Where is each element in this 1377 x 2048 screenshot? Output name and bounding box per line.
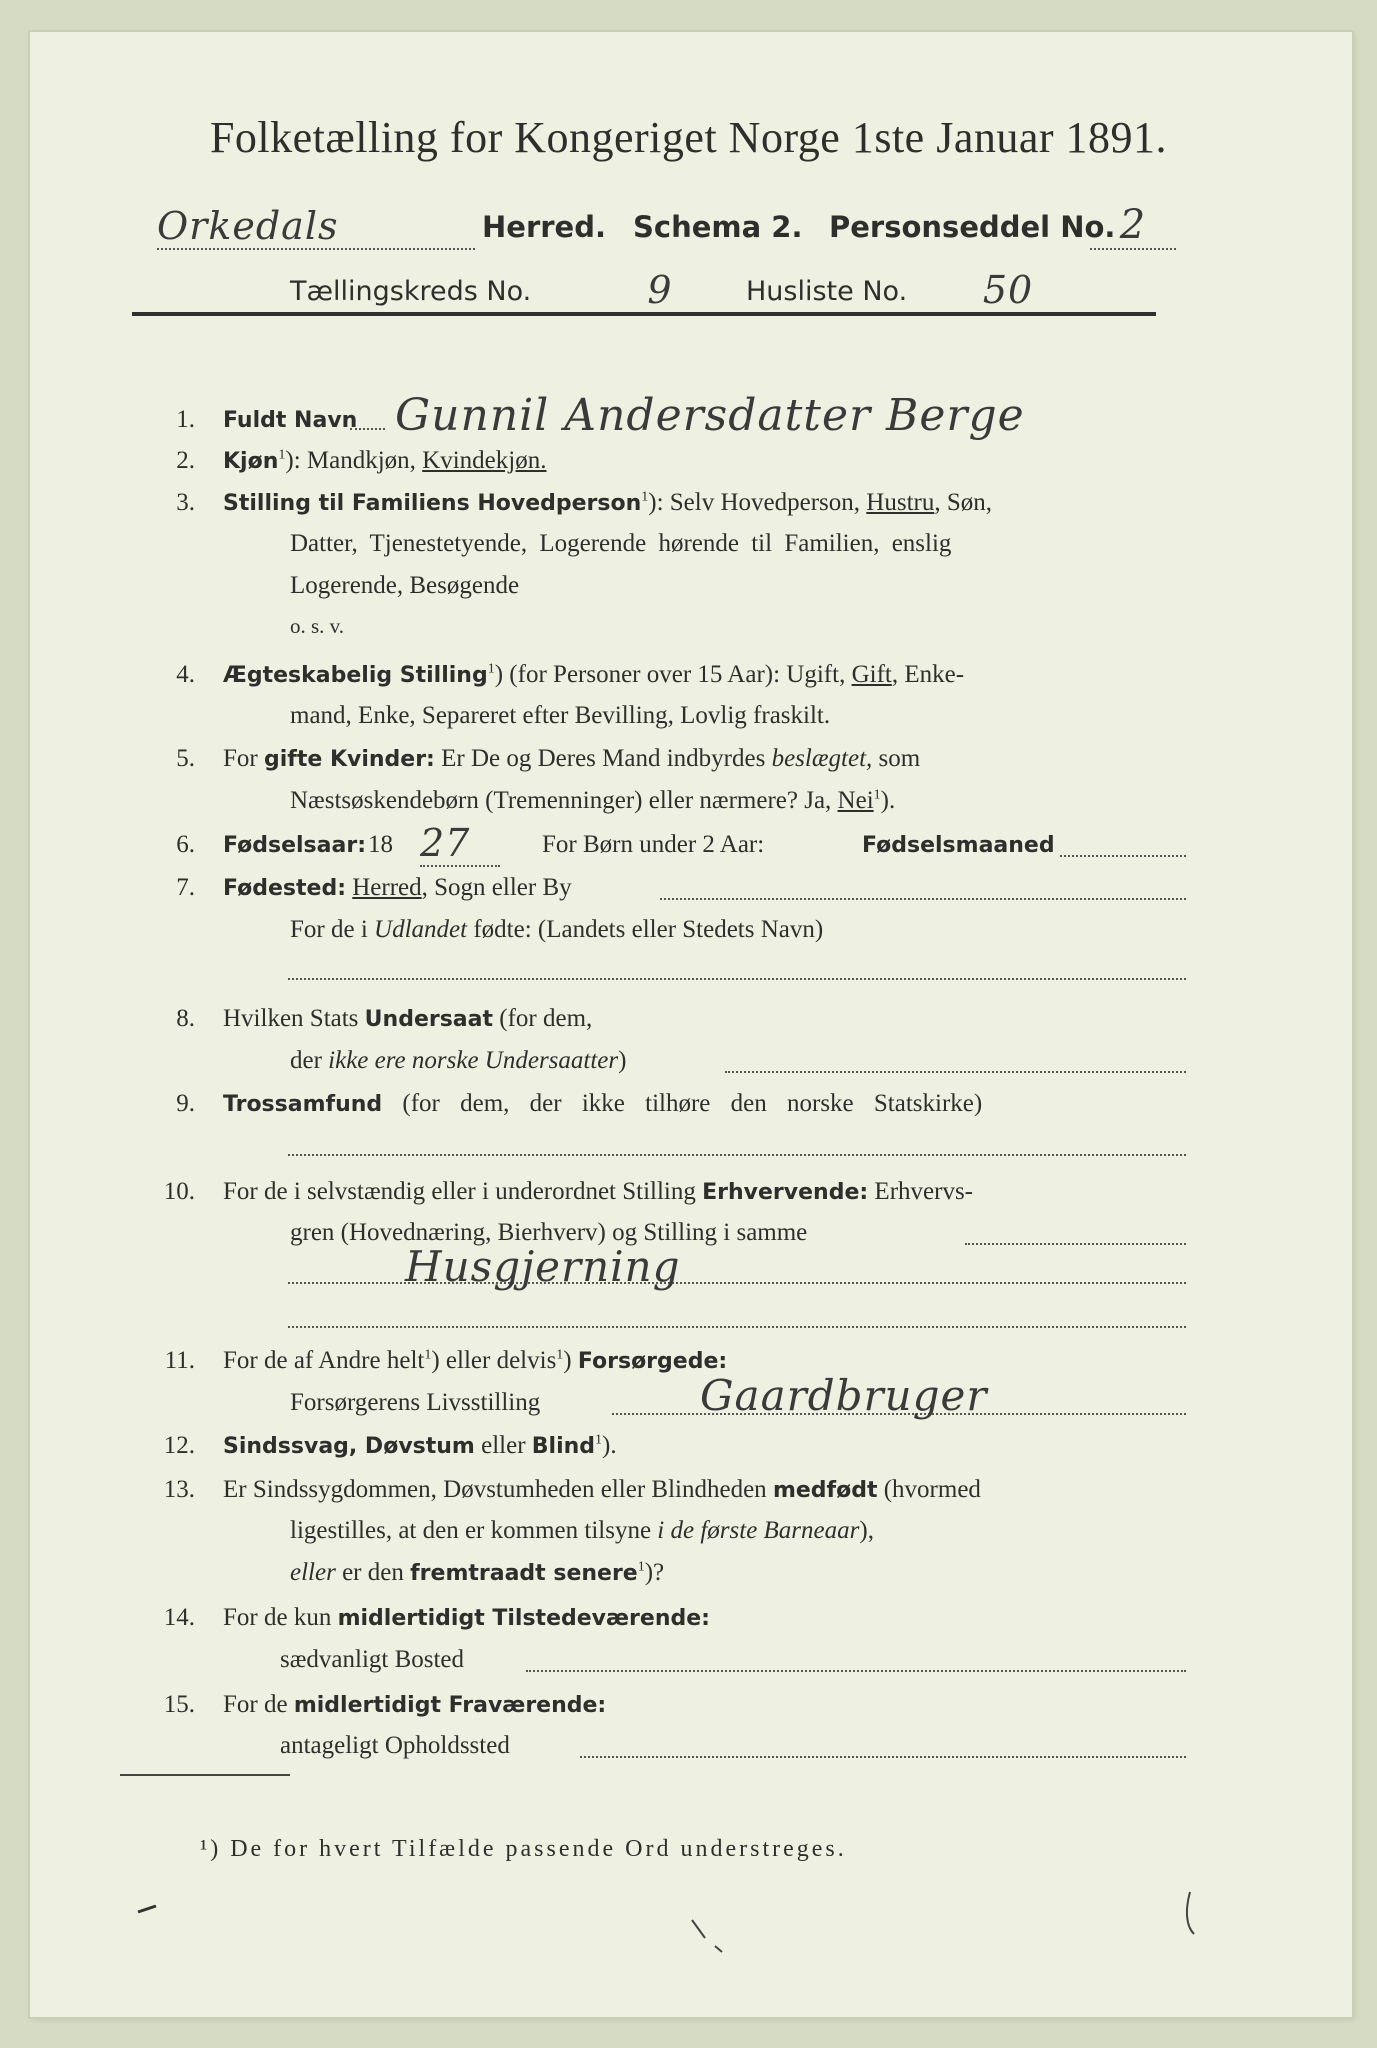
dotted-leader xyxy=(526,1670,1186,1672)
label-fremtraadt: fremtraadt senere xyxy=(410,1561,638,1586)
item-number: 3. xyxy=(176,489,195,516)
item-number: 14. xyxy=(163,1604,195,1631)
item-15-line2 xyxy=(0,1732,1377,1772)
erhverv-line xyxy=(223,1178,973,1206)
sindssvag-end: ). xyxy=(602,1432,617,1459)
item-number: 10. xyxy=(163,1178,195,1205)
fremtraadt-prefix: er den xyxy=(335,1559,411,1586)
kreds-label: Tællingskreds No. xyxy=(290,276,532,307)
udlandet-line xyxy=(290,916,823,944)
item-8 xyxy=(0,1005,1377,1045)
item-3-line4 xyxy=(0,614,1377,654)
trossamfund-line xyxy=(223,1090,982,1118)
medfodt-italic: i de første Barneaar xyxy=(657,1517,860,1544)
kreds-value: 9 xyxy=(610,268,710,314)
label-erhvervende: Erhvervende: xyxy=(702,1180,869,1205)
medfodt-line2 xyxy=(290,1517,874,1545)
stilling-text-end: , Søn, xyxy=(934,489,992,516)
udlandet-text: fødte: (Landets eller Stedets Navn) xyxy=(467,916,824,943)
stilling-text: ): Selv Hovedperson, xyxy=(648,489,867,516)
dotted-leader xyxy=(660,898,1186,900)
medfodt-line xyxy=(223,1476,981,1504)
footnote-ref: 1 xyxy=(641,489,649,505)
erhverv-text-end: Erhvervs- xyxy=(868,1178,973,1205)
forsorger-label: Forsørgerens Livsstilling xyxy=(290,1389,541,1416)
fodested-selected: Herred xyxy=(352,874,422,901)
item-11-line2 xyxy=(0,1371,1377,1429)
kjon-line xyxy=(223,447,546,475)
aegteskab-options: mand, Enke, Separeret efter Bevilling, Lovlig fraskilt. xyxy=(290,702,831,729)
label-fodested: Fødested: xyxy=(223,876,346,901)
medfodt-end: (hvormed xyxy=(877,1476,981,1503)
label-tilstede: midlertidigt Tilstedeværende: xyxy=(337,1606,710,1631)
gifte-text-end: som xyxy=(872,745,921,772)
forsorger-value: Gaardbruger xyxy=(700,1371,988,1420)
full-name-value: Gunnil Andersdatter Berge xyxy=(395,390,1025,441)
herred-label: Herred. xyxy=(482,210,606,244)
erhverv-prefix: For de i selvstændig eller i underordnet Stilling xyxy=(223,1178,703,1205)
item-number: 6. xyxy=(176,831,195,858)
medfodt-prefix: Er Sindssygdommen, Døvstumheden eller Blindheden xyxy=(223,1476,773,1503)
herred-value: Orkedals xyxy=(157,204,475,250)
gifte-question: Næstsøskendebørn (Tremenninger) eller nærmere? Ja, xyxy=(290,787,838,814)
item-3-line2 xyxy=(0,530,1377,570)
pen-marks xyxy=(130,1890,1230,1970)
item-14-line2 xyxy=(0,1646,1377,1686)
forsorgede-line xyxy=(223,1347,727,1375)
stilling-line xyxy=(223,489,992,517)
fremtraadt-end: )? xyxy=(644,1559,665,1586)
label-forsorgede: Forsørgede: xyxy=(577,1349,728,1374)
item-number: 11. xyxy=(164,1347,195,1374)
item-3 xyxy=(0,489,1377,529)
undersaat-text: (for dem, xyxy=(493,1005,593,1032)
blank-line xyxy=(288,978,1186,980)
item-7 xyxy=(0,874,1377,914)
item-13 xyxy=(0,1476,1377,1516)
occupation-value: Husgjerning xyxy=(405,1242,681,1291)
item-15 xyxy=(0,1691,1377,1731)
medfodt-line3 xyxy=(290,1559,664,1587)
item-4-line2 xyxy=(0,702,1377,742)
undersaat-italic: ikke ere norske Undersaatter xyxy=(328,1047,619,1074)
label-aegteskab: Ægteskabelig Stilling xyxy=(223,663,488,688)
item-7-line2 xyxy=(0,916,1377,956)
dotted-leader xyxy=(350,428,385,430)
item-10 xyxy=(0,1178,1377,1218)
item-number: 13. xyxy=(163,1476,195,1503)
item-1 xyxy=(0,390,1377,446)
erhverv-line2: gren (Hovednæring, Bierhverv) og Stilling i samme xyxy=(290,1219,808,1246)
undersaat-close: ) xyxy=(618,1047,627,1074)
label-fuldt-navn: Fuldt Navn xyxy=(223,408,358,433)
personseddel-label: Personseddel No. xyxy=(829,210,1116,244)
item-number: 12. xyxy=(163,1432,195,1459)
pen-mark xyxy=(138,1906,156,1912)
husliste-label: Husliste No. xyxy=(746,276,908,307)
item-11 xyxy=(0,1347,1377,1387)
undersaat-prefix: Hvilken Stats xyxy=(223,1005,365,1032)
label-trossamfund: Trossamfund xyxy=(223,1092,383,1117)
udlandet-italic: Udlandet xyxy=(374,916,468,943)
footnote-ref: 1 xyxy=(595,1432,603,1448)
kjon-options: ): Mandkjøn, xyxy=(285,447,423,474)
item-number: 15. xyxy=(163,1691,195,1718)
aegteskab-text-end: , Enke- xyxy=(891,661,965,688)
undersaat-line xyxy=(223,1005,592,1033)
tilstede-line xyxy=(223,1604,710,1632)
item-number: 8. xyxy=(176,1005,195,1032)
medfodt-text: ligestilles, at den er kommen tilsyne xyxy=(290,1517,658,1544)
undersaat-line2 xyxy=(290,1047,626,1075)
label-blind: Blind xyxy=(531,1434,596,1459)
aegteskab-selected: Gift xyxy=(851,661,892,688)
birth-year-value: 27 xyxy=(420,821,500,867)
trossamfund-text: (for dem, der ikke tilhøre den norske Statskirke) xyxy=(382,1090,983,1117)
item-5 xyxy=(0,745,1377,785)
gifte-italic: beslægtet, xyxy=(771,745,873,772)
pen-mark xyxy=(1187,1892,1194,1934)
item-12 xyxy=(0,1432,1377,1472)
header-herred-row xyxy=(0,202,1377,250)
footnote-ref: 1 xyxy=(487,661,495,677)
item-13-line3 xyxy=(0,1559,1377,1599)
fodested-options: , Sogn eller By xyxy=(421,874,572,901)
footnote-divider xyxy=(120,1774,290,1776)
stilling-selected: Hustru xyxy=(866,489,935,516)
udlandet-prefix: For de i xyxy=(290,916,375,943)
footnote: ¹) De for hvert Tilfælde passende Ord understreges. xyxy=(200,1836,847,1862)
form-title: Folketælling for Kongeriget Norge 1ste Januar 1891. xyxy=(209,113,1168,162)
kjon-selected: Kvindekjøn. xyxy=(422,447,547,474)
footnote-ref: 1 xyxy=(873,787,881,803)
item-10-line2 xyxy=(0,1219,1377,1259)
blank-line xyxy=(288,1154,1186,1156)
label-undersaat: Undersaat xyxy=(364,1007,494,1032)
stilling-options-2: Logerende, Besøgende xyxy=(290,572,520,599)
label-fodselsaar: Fødselsaar: xyxy=(223,833,366,858)
header-divider xyxy=(132,312,1156,316)
item-3-line3 xyxy=(0,572,1377,612)
dotted-leader xyxy=(965,1243,1186,1245)
footnote-ref: 1 xyxy=(556,1347,564,1363)
item-number: 5. xyxy=(176,745,195,772)
item-13-line2 xyxy=(0,1517,1377,1557)
gifte-end: ). xyxy=(880,787,896,814)
aegteskab-text: ) (for Personer over 15 Aar): Ugift, xyxy=(494,661,852,688)
stilling-options: Datter, Tjenestetyende, Logerende hørende til Familien, enslig xyxy=(290,530,952,557)
medfodt-close: ), xyxy=(859,1517,874,1544)
gifte-line xyxy=(223,745,920,773)
tilstede-prefix: For de kun xyxy=(223,1604,338,1631)
sindssvag-line xyxy=(223,1432,617,1460)
item-14 xyxy=(0,1604,1377,1644)
blank-line xyxy=(288,1326,1186,1328)
born-under-2-text: For Børn under 2 Aar: xyxy=(542,831,765,858)
undersaat-der: der xyxy=(290,1047,329,1074)
item-2 xyxy=(0,447,1377,487)
forsorgede-mid: ) eller delvis xyxy=(431,1347,557,1374)
item-4 xyxy=(0,661,1377,701)
item-8-line2 xyxy=(0,1047,1377,1087)
footnote-ref: 1 xyxy=(424,1347,432,1363)
item-number: 1. xyxy=(176,406,195,433)
footnote-ref: 1 xyxy=(637,1559,645,1575)
footnote-ref: 1 xyxy=(278,447,286,463)
item-number: 4. xyxy=(176,661,195,688)
label-gifte: gifte Kvinder: xyxy=(263,747,435,772)
label-stilling: Stilling til Familiens Hovedperson xyxy=(223,491,642,516)
sindssvag-eller: eller xyxy=(474,1432,532,1459)
label-sindssvag: Sindssvag, Døvstum xyxy=(223,1434,475,1459)
aegteskab-line xyxy=(223,661,964,689)
item-6 xyxy=(0,821,1377,871)
bosted-label: sædvanligt Bosted xyxy=(280,1646,465,1673)
label-medfodt: medfødt xyxy=(772,1478,878,1503)
stilling-osv: o. s. v. xyxy=(290,614,345,638)
forsorgede-sep: ) xyxy=(563,1347,578,1374)
fravaerende-prefix: For de xyxy=(223,1691,294,1718)
year-prefix: 18 xyxy=(368,831,393,858)
fodested-line xyxy=(223,874,572,902)
eller-italic: eller xyxy=(290,1559,336,1586)
item-9 xyxy=(0,1090,1377,1130)
item-number: 2. xyxy=(176,447,195,474)
gifte-prefix: For xyxy=(223,745,264,772)
item-5-line2 xyxy=(0,787,1377,827)
opholdssted-label: antageligt Opholdssted xyxy=(280,1732,510,1759)
gifte-selected: Nei xyxy=(837,787,874,814)
fravaerende-line xyxy=(223,1691,606,1719)
schema-label: Schema 2. xyxy=(633,210,803,244)
dotted-leader xyxy=(1060,855,1186,857)
gifte-line2 xyxy=(290,787,895,815)
header-kreds-row xyxy=(0,268,1377,316)
personseddel-value: 2 xyxy=(1090,202,1176,250)
forsorgede-prefix: For de af Andre helt xyxy=(223,1347,425,1374)
husliste-value: 50 xyxy=(958,268,1058,314)
label-kjon: Kjøn xyxy=(223,449,279,474)
dotted-leader xyxy=(580,1756,1186,1758)
label-fravaerende: midlertidigt Fraværende: xyxy=(293,1693,607,1718)
dotted-leader xyxy=(725,1071,1186,1073)
pen-mark xyxy=(692,1920,722,1952)
item-number: 7. xyxy=(176,874,195,901)
gifte-text: Er De og Deres Mand indbyrdes xyxy=(434,745,772,772)
label-fodselsmaaned: Fødselsmaaned xyxy=(862,833,1055,858)
item-number: 9. xyxy=(176,1090,195,1117)
